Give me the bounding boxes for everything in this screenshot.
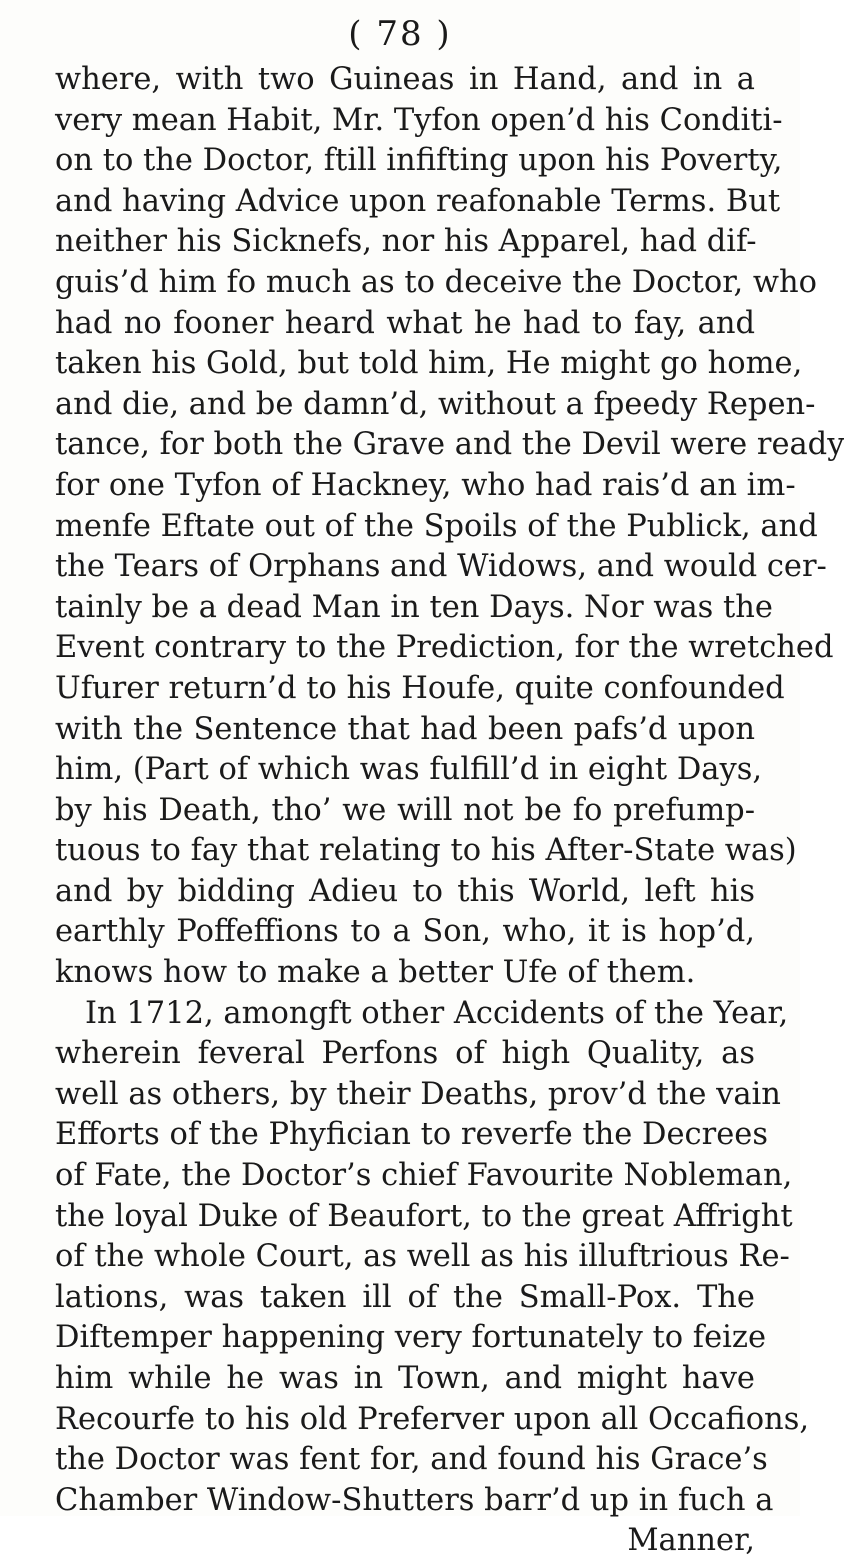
text-line: tuous to fay that relating to his After-State was): [55, 833, 797, 869]
text-line: the loyal Duke of Beaufort, to the great Affright: [55, 1198, 793, 1234]
text-line: with the Sentence that had been pafs’d upon: [55, 711, 755, 747]
text-line: very mean Habit, Mr. Tyfon open’d his Conditi-: [55, 102, 783, 138]
text-line: of Fate, the Doctor’s chief Favourite Nobleman,: [55, 1158, 793, 1194]
text-line: on to the Doctor, ftill infifting upon his Poverty,: [55, 143, 783, 179]
text-line: and by bidding Adieu to this World, left his: [55, 873, 755, 909]
text-line: In 1712, amongft other Accidents of the Year,: [85, 995, 789, 1031]
text-line: taken his Gold, but told him, He might go home,: [55, 346, 803, 382]
text-line: tance, for both the Grave and the Devil were ready: [55, 427, 844, 463]
text-line: Diftemper happening very fortunately to feize: [55, 1320, 767, 1356]
text-line: Manner,: [627, 1523, 755, 1559]
text-line: him, (Part of which was fulfill’d in eight Days,: [55, 752, 763, 788]
text-line: earthly Poffeffions to a Son, who, it is hop’d,: [55, 914, 755, 950]
text-line: him while he was in Town, and might have: [55, 1361, 755, 1396]
text-line: knows how to make a better Ufe of them.: [55, 955, 696, 991]
text-line: neither his Sicknefs, nor his Apparel, had dif-: [55, 224, 757, 260]
text-line: wherein feveral Perfons of high Quality, as: [55, 1036, 755, 1072]
text-line: Recourfe to his old Preferver upon all Occafions,: [55, 1401, 810, 1437]
text-line: menfe Eftate out of the Spoils of the Publick, and: [55, 508, 818, 544]
text-line: Event contrary to the Prediction, for the wretched: [55, 630, 834, 666]
text-line: had no fooner heard what he had to fay, and: [55, 305, 755, 341]
text-line: for one Tyfon of Hackney, who had rais’d an im-: [55, 467, 796, 503]
text-line: guis’d him fo much as to deceive the Doctor, who: [55, 264, 818, 300]
text-line: and die, and be damn’d, without a fpeedy Repen-: [55, 386, 816, 422]
text-line: well as others, by their Deaths, prov’d the vain: [55, 1076, 781, 1112]
body-text: [55, 60, 844, 1562]
text-line: by his Death, tho’ we will not be fo prefump-: [55, 792, 755, 828]
text-line: tainly be a dead Man in ten Days. Nor was the: [55, 589, 773, 625]
text-line: of the whole Court, as well as his illuftrious Re-: [55, 1239, 790, 1275]
text-line: and having Advice upon reafonable Terms. But: [55, 183, 781, 219]
text-line: Chamber Window-Shutters barr’d up in fuch a: [55, 1482, 774, 1518]
page-number: ( 78 ): [348, 14, 452, 54]
text-line: the Tears of Orphans and Widows, and would cer-: [55, 549, 827, 585]
text-line: the Doctor was fent for, and found his Grace’s: [55, 1442, 768, 1478]
text-line: lations, was taken ill of the Small-Pox. The: [55, 1279, 755, 1315]
text-line: Ufurer return’d to his Houfe, quite confounded: [55, 670, 785, 706]
text-line: where, with two Guineas in Hand, and in a: [55, 62, 755, 97]
text-line: Efforts of the Phyfician to reverfe the Decrees: [55, 1117, 768, 1153]
